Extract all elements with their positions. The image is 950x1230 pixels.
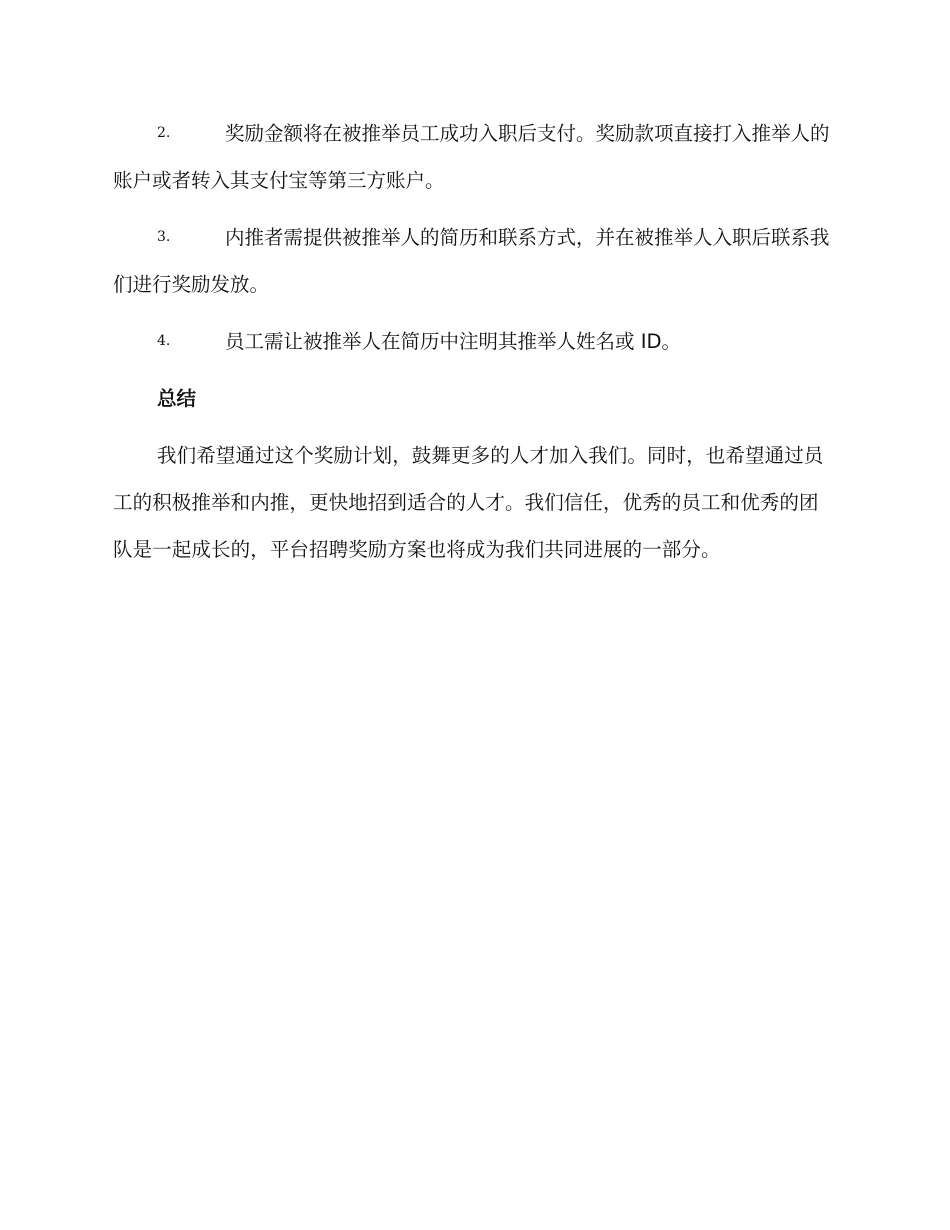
list-item-number: 3. [157,229,171,245]
summary-paragraph: 我们希望通过这个奖励计划，鼓舞更多的人才加入我们。同时，也希望通过员工的积极推举和内推，更快地招到适合的人才。我们信任，优秀的员工和优秀的团队是一起成长的，平台招聘奖励方案也将成为我们共同进展的一部分。 [113,444,824,561]
list-item [113,214,833,308]
list-item [113,110,833,204]
list-item-number: 2. [157,125,171,141]
list-item-text: 奖励金额将在被推举员工成功入职后支付。奖励款项直接打入推举人的账户或者转入其支付宝等第三方账户。 [113,122,830,192]
list-item-text: 员工需让被推举人在简历中注明其推举人姓名或 ID。 [225,330,681,353]
section-title: 总结 [157,387,197,410]
list-item-number: 4. [157,333,171,349]
document-body [113,110,833,573]
list-item-text: 内推者需提供被推举人的简历和联系方式，并在被推举人入职后联系我们进行奖励发放。 [113,226,830,296]
list-item [113,318,833,365]
